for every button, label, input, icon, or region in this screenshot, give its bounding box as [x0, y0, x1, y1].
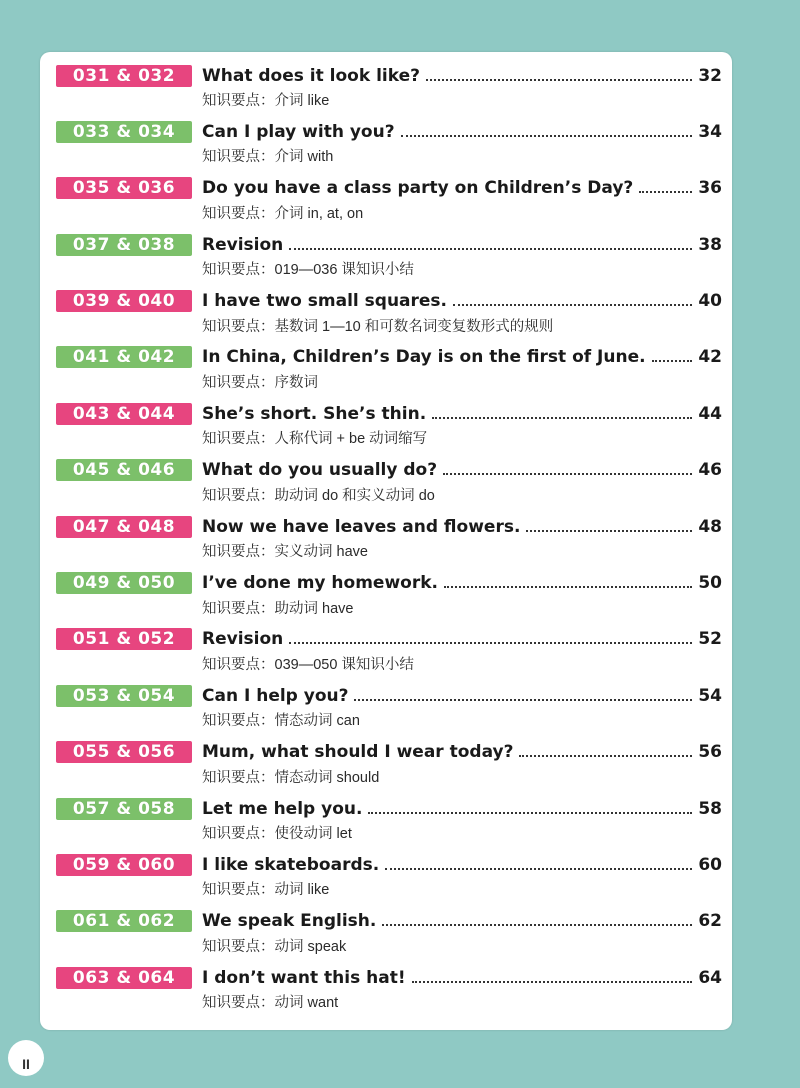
key-point	[202, 258, 722, 282]
page-number: 32	[698, 65, 722, 86]
key-point	[202, 597, 722, 621]
dot-leader	[519, 755, 692, 757]
page-number: 40	[698, 291, 722, 312]
toc-entry-row	[56, 682, 722, 709]
toc-page	[40, 52, 732, 1030]
key-point-label: 知识要点：	[202, 544, 275, 561]
lesson-title[interactable]: We speak English.	[202, 911, 377, 932]
key-point	[202, 822, 722, 846]
toc-entry[interactable]	[56, 175, 722, 231]
toc-entry[interactable]	[56, 62, 722, 118]
toc-entry[interactable]	[56, 795, 722, 851]
toc-entry[interactable]	[56, 851, 722, 907]
dot-leader	[526, 530, 692, 532]
lesson-badge: 039 & 040	[56, 290, 192, 312]
toc-entry[interactable]	[56, 570, 722, 626]
toc-entry-row	[56, 118, 722, 145]
lesson-title[interactable]: Now we have leaves and flowers.	[202, 516, 521, 537]
lesson-badge: 045 & 046	[56, 459, 192, 481]
lesson-badge: 031 & 032	[56, 65, 192, 87]
page-number: 60	[698, 854, 722, 875]
page-number: 64	[698, 967, 722, 988]
toc-entry-row	[56, 851, 722, 878]
key-point	[202, 202, 722, 226]
lesson-badge: 063 & 064	[56, 967, 192, 989]
lesson-title[interactable]: What does it look like?	[202, 65, 420, 86]
key-point-text: 介词 like	[274, 93, 330, 109]
lesson-title[interactable]: Revision	[202, 629, 284, 650]
key-point	[202, 540, 722, 564]
key-point-text: 介词 in, at, on	[274, 205, 364, 222]
key-point-text: 助动词 have	[274, 600, 354, 617]
toc-entry-row	[56, 175, 722, 202]
key-point-text: 039—050 课知识小结	[274, 656, 414, 673]
lesson-badge: 059 & 060	[56, 854, 192, 876]
dot-leader	[443, 473, 692, 475]
dot-leader	[652, 360, 692, 362]
key-point	[202, 89, 722, 113]
lesson-badge: 061 & 062	[56, 910, 192, 932]
lesson-title[interactable]: I don’t want this hat!	[202, 967, 406, 988]
key-point-text: 情态动词 should	[274, 769, 380, 786]
toc-entry-row	[56, 739, 722, 766]
toc-entry[interactable]	[56, 626, 722, 682]
key-point-label: 知识要点：	[202, 205, 275, 222]
toc-entry-row	[56, 457, 722, 484]
page-number: 46	[698, 460, 722, 481]
key-point-text: 序数词	[274, 374, 318, 391]
key-point-label: 知识要点：	[202, 826, 275, 843]
page-number: 48	[698, 516, 722, 537]
dot-leader	[453, 304, 692, 306]
page-number: 52	[698, 629, 722, 650]
lesson-badge: 035 & 036	[56, 177, 192, 199]
toc-entry-row	[56, 231, 722, 258]
toc-entry[interactable]	[56, 513, 722, 569]
page-number: 42	[698, 347, 722, 368]
lesson-badge: 047 & 048	[56, 516, 192, 538]
dot-leader	[401, 135, 692, 137]
lesson-badge: 033 & 034	[56, 121, 192, 143]
key-point-text: 019—036 课知识小结	[274, 262, 414, 279]
key-point-label: 知识要点：	[202, 487, 275, 504]
page-number: 62	[698, 911, 722, 932]
toc-entry-row	[56, 795, 722, 822]
toc-entry[interactable]	[56, 908, 722, 964]
toc-entry[interactable]	[56, 682, 722, 738]
key-point	[202, 427, 722, 451]
toc-entry[interactable]	[56, 739, 722, 795]
toc-entry-row	[56, 908, 722, 935]
toc-entry-row	[56, 513, 722, 540]
lesson-title[interactable]: In China, Children’s Day is on the first of June.	[202, 347, 646, 368]
key-point-label: 知识要点：	[202, 262, 275, 279]
key-point-text: 动词 speak	[274, 938, 347, 955]
key-point-label: 知识要点：	[202, 995, 275, 1012]
lesson-title[interactable]: Mum, what should I wear today?	[202, 742, 514, 763]
key-point-label: 知识要点：	[202, 318, 275, 335]
toc-entry-row	[56, 288, 722, 315]
key-point	[202, 878, 722, 902]
dot-leader	[444, 586, 692, 588]
key-point	[202, 315, 722, 339]
page-number: 50	[698, 573, 722, 594]
key-point-label: 知识要点：	[202, 149, 275, 166]
key-point-text: 助动词 do 和实义动词 do	[274, 487, 435, 504]
page-number: 54	[698, 685, 722, 706]
key-point-label: 知识要点：	[202, 713, 275, 730]
key-point	[202, 145, 722, 169]
key-point-label: 知识要点：	[202, 600, 275, 617]
lesson-badge: 057 & 058	[56, 798, 192, 820]
key-point-label: 知识要点：	[202, 93, 275, 109]
lesson-title[interactable]: Can I play with you?	[202, 121, 395, 142]
page-folio: II	[8, 1040, 44, 1076]
page-number: 38	[698, 234, 722, 255]
key-point	[202, 484, 722, 508]
dot-leader	[432, 417, 692, 419]
key-point-text: 实义动词 have	[274, 544, 368, 561]
lesson-badge: 037 & 038	[56, 234, 192, 256]
toc-list	[56, 62, 722, 1021]
toc-entry-row	[56, 570, 722, 597]
page-number: 44	[698, 403, 722, 424]
key-point-text: 人称代词 + be 动词缩写	[274, 431, 428, 448]
dot-leader	[368, 812, 692, 814]
toc-entry[interactable]	[56, 288, 722, 344]
lesson-badge: 043 & 044	[56, 403, 192, 425]
lesson-title[interactable]: I have two small squares.	[202, 291, 448, 312]
lesson-title[interactable]: Let me help you.	[202, 798, 363, 819]
lesson-badge: 055 & 056	[56, 741, 192, 763]
toc-entry-row	[56, 344, 722, 371]
toc-entry[interactable]	[56, 118, 722, 174]
toc-entry-row	[56, 400, 722, 427]
dot-leader	[639, 191, 692, 193]
lesson-title[interactable]: I’ve done my homework.	[202, 573, 438, 594]
key-point-label: 知识要点：	[202, 882, 275, 899]
lesson-badge: 053 & 054	[56, 685, 192, 707]
dot-leader	[426, 79, 692, 81]
page-number: 36	[698, 178, 722, 199]
toc-entry-row	[56, 62, 722, 89]
dot-leader	[289, 248, 692, 250]
toc-entry[interactable]	[56, 457, 722, 513]
dot-leader	[382, 924, 692, 926]
lesson-title[interactable]: I like skateboards.	[202, 854, 380, 875]
dot-leader	[385, 868, 692, 870]
key-point	[202, 766, 722, 790]
page-number: 34	[698, 121, 722, 142]
key-point-label: 知识要点：	[202, 938, 275, 955]
lesson-badge: 041 & 042	[56, 346, 192, 368]
key-point	[202, 371, 722, 395]
key-point-text: 动词 like	[274, 882, 330, 899]
key-point-label: 知识要点：	[202, 656, 275, 673]
key-point-text: 动词 want	[274, 995, 339, 1012]
key-point-label: 知识要点：	[202, 431, 275, 448]
key-point-text: 情态动词 can	[274, 713, 360, 730]
lesson-title[interactable]: Can I help you?	[202, 685, 349, 706]
key-point	[202, 991, 722, 1015]
dot-leader	[354, 699, 692, 701]
toc-entry-row	[56, 964, 722, 991]
lesson-badge: 049 & 050	[56, 572, 192, 594]
key-point-label: 知识要点：	[202, 374, 275, 391]
toc-entry[interactable]	[56, 344, 722, 400]
key-point	[202, 935, 722, 959]
key-point-text: 介词 with	[274, 149, 334, 166]
key-point	[202, 653, 722, 677]
key-point	[202, 709, 722, 733]
lesson-title[interactable]: Revision	[202, 234, 284, 255]
toc-entry[interactable]	[56, 400, 722, 456]
lesson-title[interactable]: What do you usually do?	[202, 460, 438, 481]
lesson-badge: 051 & 052	[56, 628, 192, 650]
dot-leader	[412, 981, 692, 983]
key-point-text: 基数词 1—10 和可数名词变复数形式的规则	[274, 318, 554, 335]
toc-entry-row	[56, 626, 722, 653]
lesson-title[interactable]: She’s short. She’s thin.	[202, 403, 427, 424]
lesson-title[interactable]: Do you have a class party on Children’s Day?	[202, 178, 634, 199]
dot-leader	[289, 642, 692, 644]
key-point-text: 使役动词 let	[274, 826, 352, 843]
toc-entry[interactable]	[56, 231, 722, 287]
key-point-label: 知识要点：	[202, 769, 275, 786]
page-number: 58	[698, 798, 722, 819]
toc-entry[interactable]	[56, 964, 722, 1020]
page-number: 56	[698, 742, 722, 763]
